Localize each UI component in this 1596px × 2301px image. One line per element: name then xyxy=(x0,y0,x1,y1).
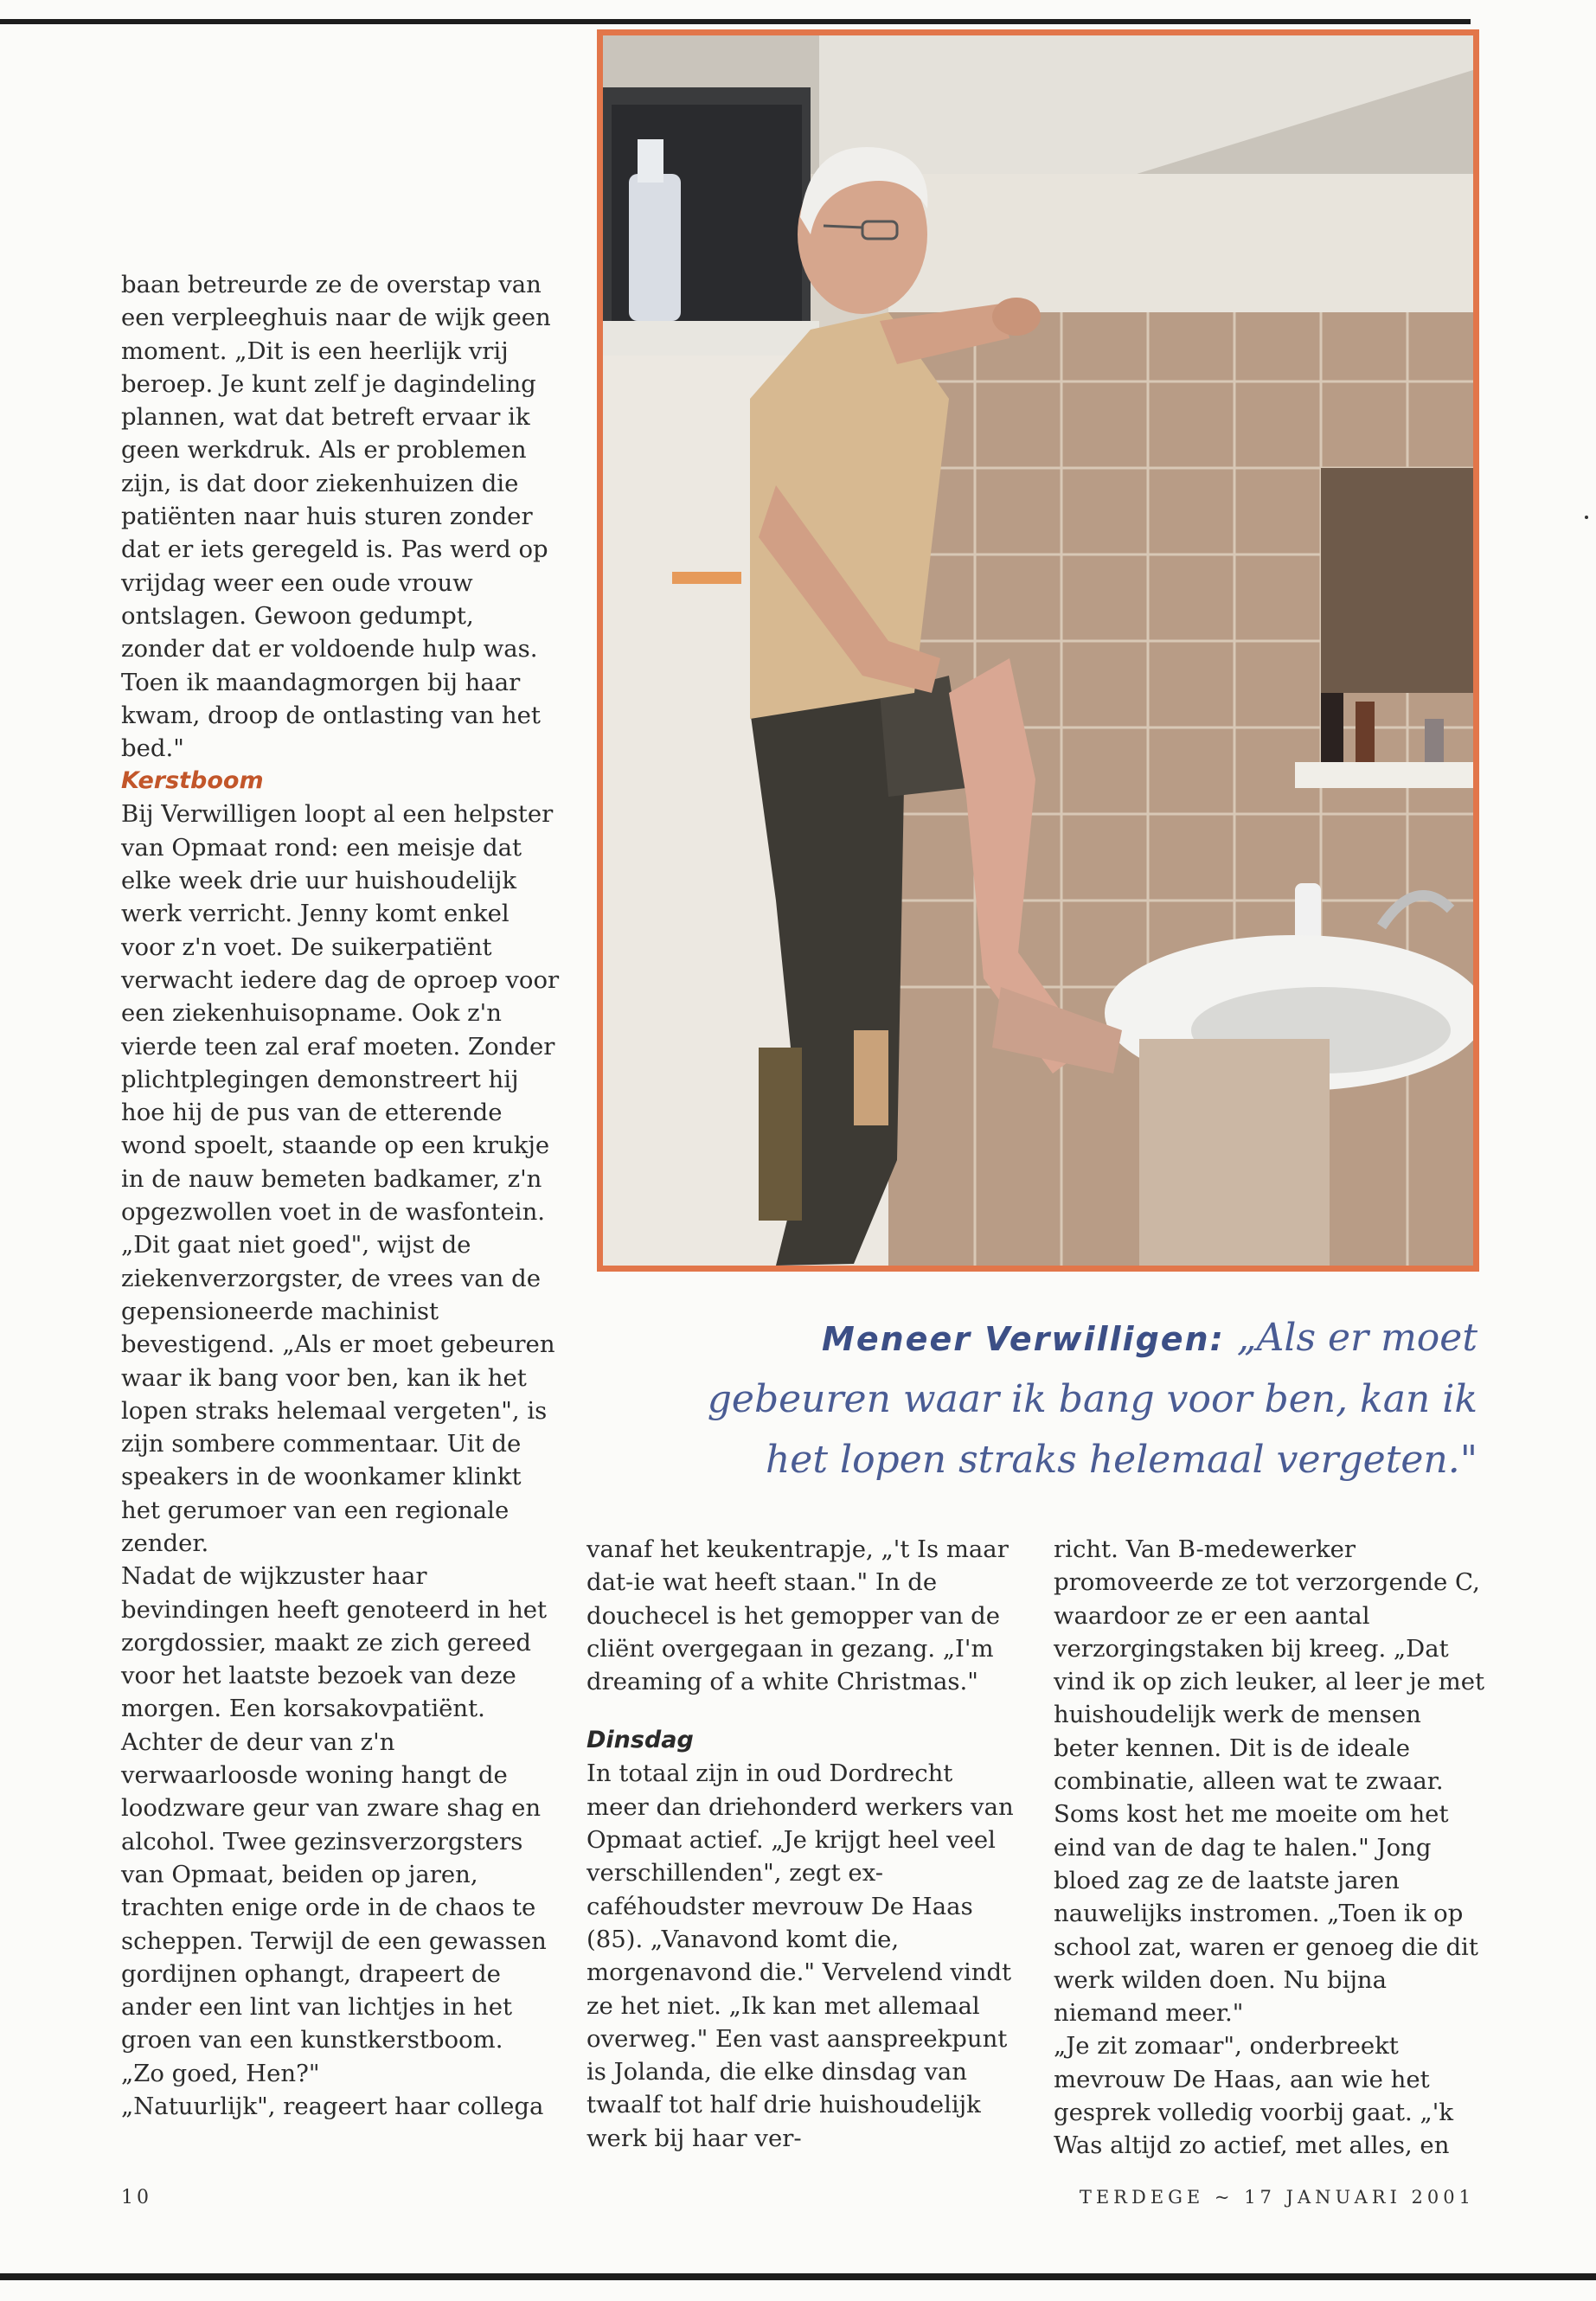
col3-paragraph-2: „Je zit zomaar", onderbreekt mevrouw De Haas, aan wie het gesprek volledig voorbij gaat. „'k Was altijd zo actief, met alles, en xyxy=(1054,2032,1453,2160)
bathroom-photo xyxy=(597,29,1479,1272)
col3-paragraph-1: richt. Van B-medewerker promoveerde ze tot verzorgende C, waardoor ze er een aantal verzorgingstaken bij kreeg. „Dat vind ik op zich leuker, al leer je met huishoudelijk werk de mensen beter kennen. Dit is de ideale combinatie, alleen wat te zwaar. Soms kost het me moeite om het eind van de dag te halen." Jong bloed zag ze de laatste jaren nauwelijks instromen. „Toen ik op school zat, waren er genoeg die dit werk wilden doen. Nu bijna niemand meer." xyxy=(1054,1535,1485,2028)
col2-paragraph-1: vanaf het keukentrapje, „'t Is maar dat-ie wat heeft staan." In de douchecel is het gemopper van de cliënt overgegaan in gezang. „I'm dreaming of a white Christmas." xyxy=(586,1535,1009,1696)
col1-paragraph-5: „Natuurlijk", reageert haar collega xyxy=(121,2093,544,2121)
col1-paragraph-1: baan betreurde ze de overstap van een verpleeghuis naar de wijk geen moment. „Dit is een heerlijk vrij beroep. Je kunt zelf je dagindeling plannen, wat dat betreft ervaar ik geen werkdruk. Als er problemen zijn, is dat door ziekenhuizen die patiënten naar huis sturen zonder dat er iets geregeld is. Pas werd op vrijdag weer een oude vrouw ontslagen. Gewoon gedumpt, zonder dat er voldoende hulp was. Toen ik maandagmorgen bij haar kwam, droop de ontlasting van het bed." xyxy=(121,271,551,763)
photo-illustration xyxy=(603,35,1473,1266)
subhead-kerstboom: Kerstboom xyxy=(121,767,264,795)
column-1 xyxy=(121,268,562,2123)
col1-paragraph-3: Nadat de wijkzuster haar bevindingen heeft genoteerd in het zorgdossier, maakt ze zich gereed voor het laatste bezoek van deze morgen. Een korsakovpatiënt. Achter de deur van z'n verwaarloosde woning hangt de loodzware geur van zware shag en alcohol. Twee gezinsverzorgsters van Opmaat, beiden op jaren, trachten enige orde in de chaos te scheppen. Terwijl de een gewassen gordijnen ophangt, drapeert de ander een lint van lichtjes in het groen van een kunstkerstboom. xyxy=(121,1562,548,2054)
col2-paragraph-2: In totaal zijn in oud Dordrecht meer dan driehonderd werkers van Opmaat actief. „Je krijgt heel veel verschillenden", zegt ex-caféhoudster mevrouw De Haas (85). „Vanavond komt die, morgenavond die." Vervelend vindt ze het niet. „Ik kan met allemaal overweg." Een vast aanspreekpunt is Jolanda, die elke dinsdag van twaalf tot half drie huishoudelijk werk bij haar ver- xyxy=(586,1759,1014,2152)
col1-paragraph-2: Bij Verwilligen loopt al een helpster van Opmaat rond: een meisje dat elke week drie uur huishoudelijk werk verricht. Jenny komt enkel voor z'n voet. De suikerpatiënt verwacht iedere dag de oproep voor een ziekenhuisopname. Ook z'n vierde teen zal eraf moeten. Zonder plichtplegingen demonstreert hij hoe hij de pus van de etterende wond spoelt, staande op een krukje in de nauw bemeten badkamer, z'n opgezwollen voet in de wasfontein. „Dit gaat niet goed", wijst de ziekenverzorgster, de vrees van de gepensioneerde machinist bevestigend. „Als er moet gebeuren waar ik bang voor ben, kan ik het lopen straks helemaal vergeten", is zijn sombere commentaar. Uit de speakers in de woonkamer klinkt het gerumoer van een regionale zender. xyxy=(121,800,560,1557)
top-rule xyxy=(0,19,1471,24)
page-number: 10 xyxy=(121,2187,152,2208)
column-2 xyxy=(586,1533,1019,2155)
subhead-dinsdag: Dinsdag xyxy=(586,1727,694,1754)
col1-paragraph-4: „Zo goed, Hen?" xyxy=(121,2059,320,2087)
bottom-rule xyxy=(0,2273,1596,2280)
quote-speaker: Meneer Verwilligen: xyxy=(822,1320,1225,1358)
pull-quote xyxy=(640,1308,1477,1490)
running-footer: TERDEGE ~ 17 JANUARI 2001 xyxy=(1079,2187,1475,2208)
quote-text: „Als er moet gebeuren waar ik bang voor ben, kan ik het lopen straks helemaal vergeten." xyxy=(707,1316,1477,1482)
margin-mark xyxy=(1585,516,1588,519)
column-3 xyxy=(1054,1533,1486,2163)
